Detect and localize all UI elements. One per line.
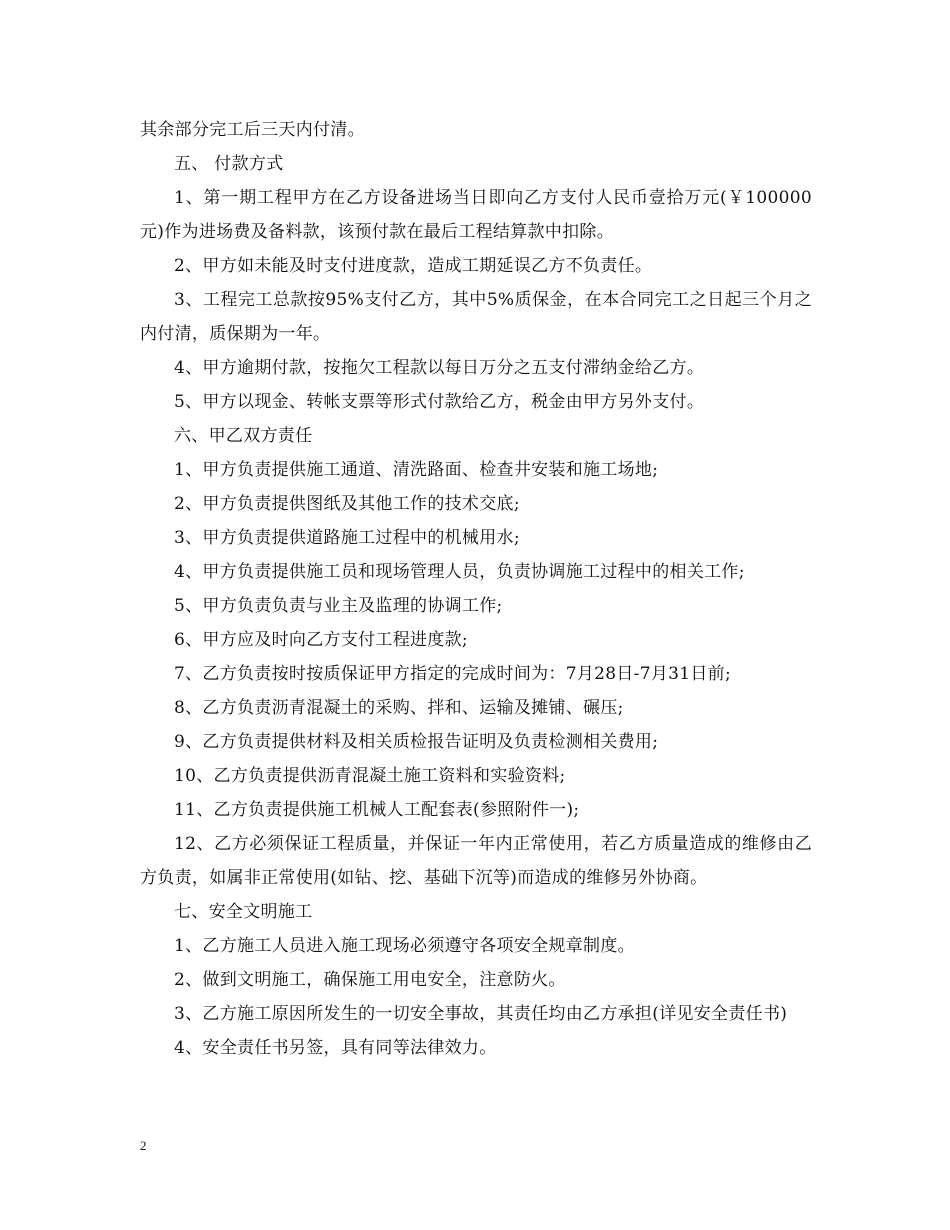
paragraph: 5、甲方负责负责与业主及监理的协调工作; — [174, 596, 503, 616]
document-body — [140, 113, 812, 1065]
paragraph: 4、甲方逾期付款，按拖欠工程款以每日万分之五支付滞纳金给乙方。 — [174, 358, 705, 378]
paragraph: 12、乙方必须保证工程质量，并保证一年内正常使用，若乙方质量造成的维修由乙方负责，如属非正常使用(如钻、挖、基础下沉等)而造成的维修另外协商。 — [140, 834, 812, 888]
paragraph: 5、甲方以现金、转帐支票等形式付款给乙方，税金由甲方另外支付。 — [174, 392, 705, 412]
paragraph: 1、第一期工程甲方在乙方设备进场当日即向乙方支付人民币壹拾万元(￥100000元)作为进场费及备料款，该预付款在最后工程结算款中扣除。 — [140, 188, 812, 242]
paragraph: 11、乙方负责提供施工机械人工配套表(参照附件一); — [174, 800, 580, 820]
paragraph: 8、乙方负责沥青混凝土的采购、拌和、运输及摊铺、碾压; — [174, 698, 624, 718]
paragraph: 七、安全文明施工 — [174, 902, 313, 922]
paragraph: 2、甲方负责提供图纸及其他工作的技术交底; — [174, 494, 520, 514]
paragraph: 9、乙方负责提供材料及相关质检报告证明及负责检测相关费用; — [174, 732, 659, 752]
paragraph: 3、乙方施工原因所发生的一切安全事故，其责任均由乙方承担(详见安全责任书) — [174, 1004, 788, 1024]
paragraph: 3、甲方负责提供道路施工过程中的机械用水; — [174, 528, 520, 548]
paragraph: 7、乙方负责按时按质保证甲方指定的完成时间为：7月28日-7月31日前; — [174, 664, 731, 684]
paragraph: 3、工程完工总款按95%支付乙方，其中5%质保金，在本合同完工之日起三个月之内付清，质保期为一年。 — [140, 290, 812, 344]
paragraph: 1、甲方负责提供施工通道、清洗路面、检查井安装和施工场地; — [174, 460, 659, 480]
paragraph: 2、甲方如未能及时支付进度款，造成工期延误乙方不负责任。 — [174, 256, 653, 276]
paragraph: 10、乙方负责提供沥青混凝土施工资料和实验资料; — [174, 766, 566, 786]
paragraph: 六、甲乙双方责任 — [174, 426, 313, 446]
page-number: 2 — [140, 1138, 147, 1153]
paragraph: 1、乙方施工人员进入施工现场必须遵守各项安全规章制度。 — [174, 936, 635, 956]
paragraph: 6、甲方应及时向乙方支付工程进度款; — [174, 630, 468, 650]
paragraph: 2、做到文明施工，确保施工用电安全，注意防火。 — [174, 970, 566, 990]
paragraph: 4、安全责任书另签，具有同等法律效力。 — [174, 1038, 497, 1058]
paragraph: 4、甲方负责提供施工员和现场管理人员，负责协调施工过程中的相关工作; — [174, 562, 745, 582]
paragraph: 五、 付款方式 — [174, 154, 284, 174]
paragraph: 其余部分完工后三天内付清。 — [140, 120, 365, 140]
